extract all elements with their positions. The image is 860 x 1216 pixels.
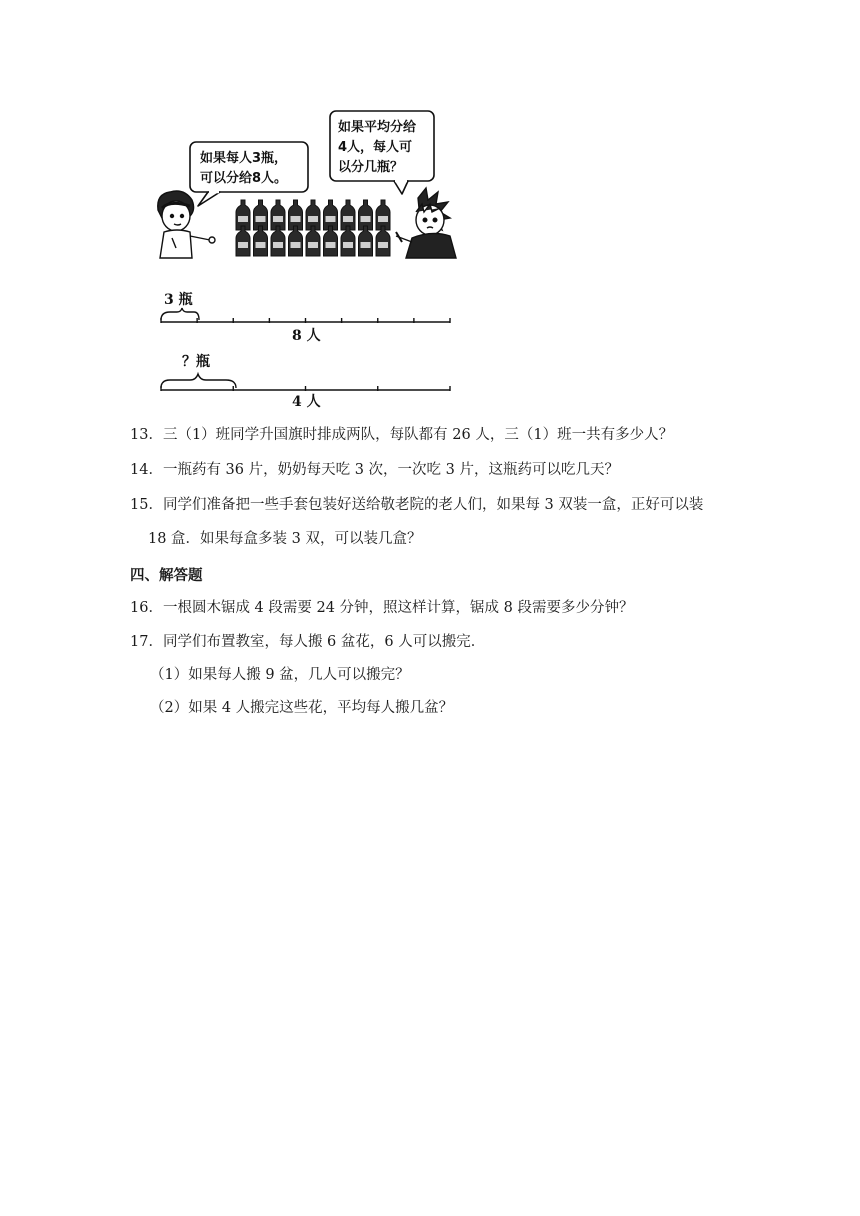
bottle-label bbox=[308, 216, 318, 222]
question-17-part-2: （2）如果 4 人搬完这些花，平均每人搬几盆？ bbox=[150, 700, 454, 716]
question-15-line-2: 18 盒．如果每盒多装 3 双，可以装几盒？ bbox=[148, 531, 422, 547]
bottle-label bbox=[361, 216, 371, 222]
bottle-label bbox=[361, 242, 371, 248]
bottle-label bbox=[238, 216, 248, 222]
diagram1-top-label: 3 瓶 bbox=[164, 292, 193, 308]
bottle-label bbox=[256, 216, 266, 222]
diagram1-brace bbox=[161, 308, 199, 320]
question-14: 14．一瓶药有 36 片，奶奶每天吃 3 次，一次吃 3 片，这瓶药可以吃几天？ bbox=[130, 462, 620, 478]
bottle-label bbox=[326, 216, 336, 222]
bottle-label bbox=[238, 242, 248, 248]
left-bubble-line-2: 可以分给8人。 bbox=[200, 171, 288, 186]
diagram2-top-label: ？瓶 bbox=[182, 354, 210, 370]
bottle-label bbox=[343, 216, 353, 222]
question-16: 16．一根圆木锯成 4 段需要 24 分钟，照这样计算，锯成 8 段需要多少分钟？ bbox=[130, 600, 634, 616]
diagram1-bottom-label: 8 人 bbox=[292, 328, 321, 344]
right-bubble-line-2: 4人，每人可 bbox=[338, 140, 413, 155]
bottle-label bbox=[291, 216, 301, 222]
problem-illustration bbox=[150, 108, 460, 408]
bottle-label bbox=[378, 216, 388, 222]
bottle-label bbox=[308, 242, 318, 248]
right-bubble-line-1: 如果平均分给 bbox=[338, 120, 417, 135]
bottle-label bbox=[291, 242, 301, 248]
left-bubble-line-1: 如果每人3瓶， bbox=[200, 151, 288, 166]
section-4-heading: 四、解答题 bbox=[130, 568, 203, 584]
left-speech-bubble bbox=[190, 142, 308, 206]
bottles-group bbox=[236, 200, 390, 256]
bottle-label bbox=[273, 216, 283, 222]
line-diagram-2 bbox=[161, 353, 450, 408]
diagram2-brace bbox=[161, 374, 236, 388]
right-bubble-line-3: 以分几瓶？ bbox=[338, 160, 404, 175]
question-17: 17．同学们布置教室，每人搬 6 盆花，6 人可以搬完． bbox=[130, 634, 486, 650]
right-boy-figure bbox=[396, 188, 456, 258]
bottle-label bbox=[326, 242, 336, 248]
diagram2-bottom-label: 4 人 bbox=[292, 394, 321, 408]
question-17-part-1: （1）如果每人搬 9 盆，几人可以搬完？ bbox=[150, 667, 410, 683]
bottle-label bbox=[273, 242, 283, 248]
right-speech-bubble bbox=[330, 111, 434, 194]
question-13: 13．三（1）班同学升国旗时排成两队，每队都有 26 人，三（1）班一共有多少人？ bbox=[130, 427, 674, 443]
bottle-label bbox=[378, 242, 388, 248]
line-diagram-1 bbox=[161, 291, 450, 344]
question-15-line-1: 15．同学们准备把一些手套包装好送给敬老院的老人们，如果每 3 双装一盒，正好可以装 bbox=[130, 497, 704, 513]
bottle-label bbox=[343, 242, 353, 248]
bottle-label bbox=[256, 242, 266, 248]
